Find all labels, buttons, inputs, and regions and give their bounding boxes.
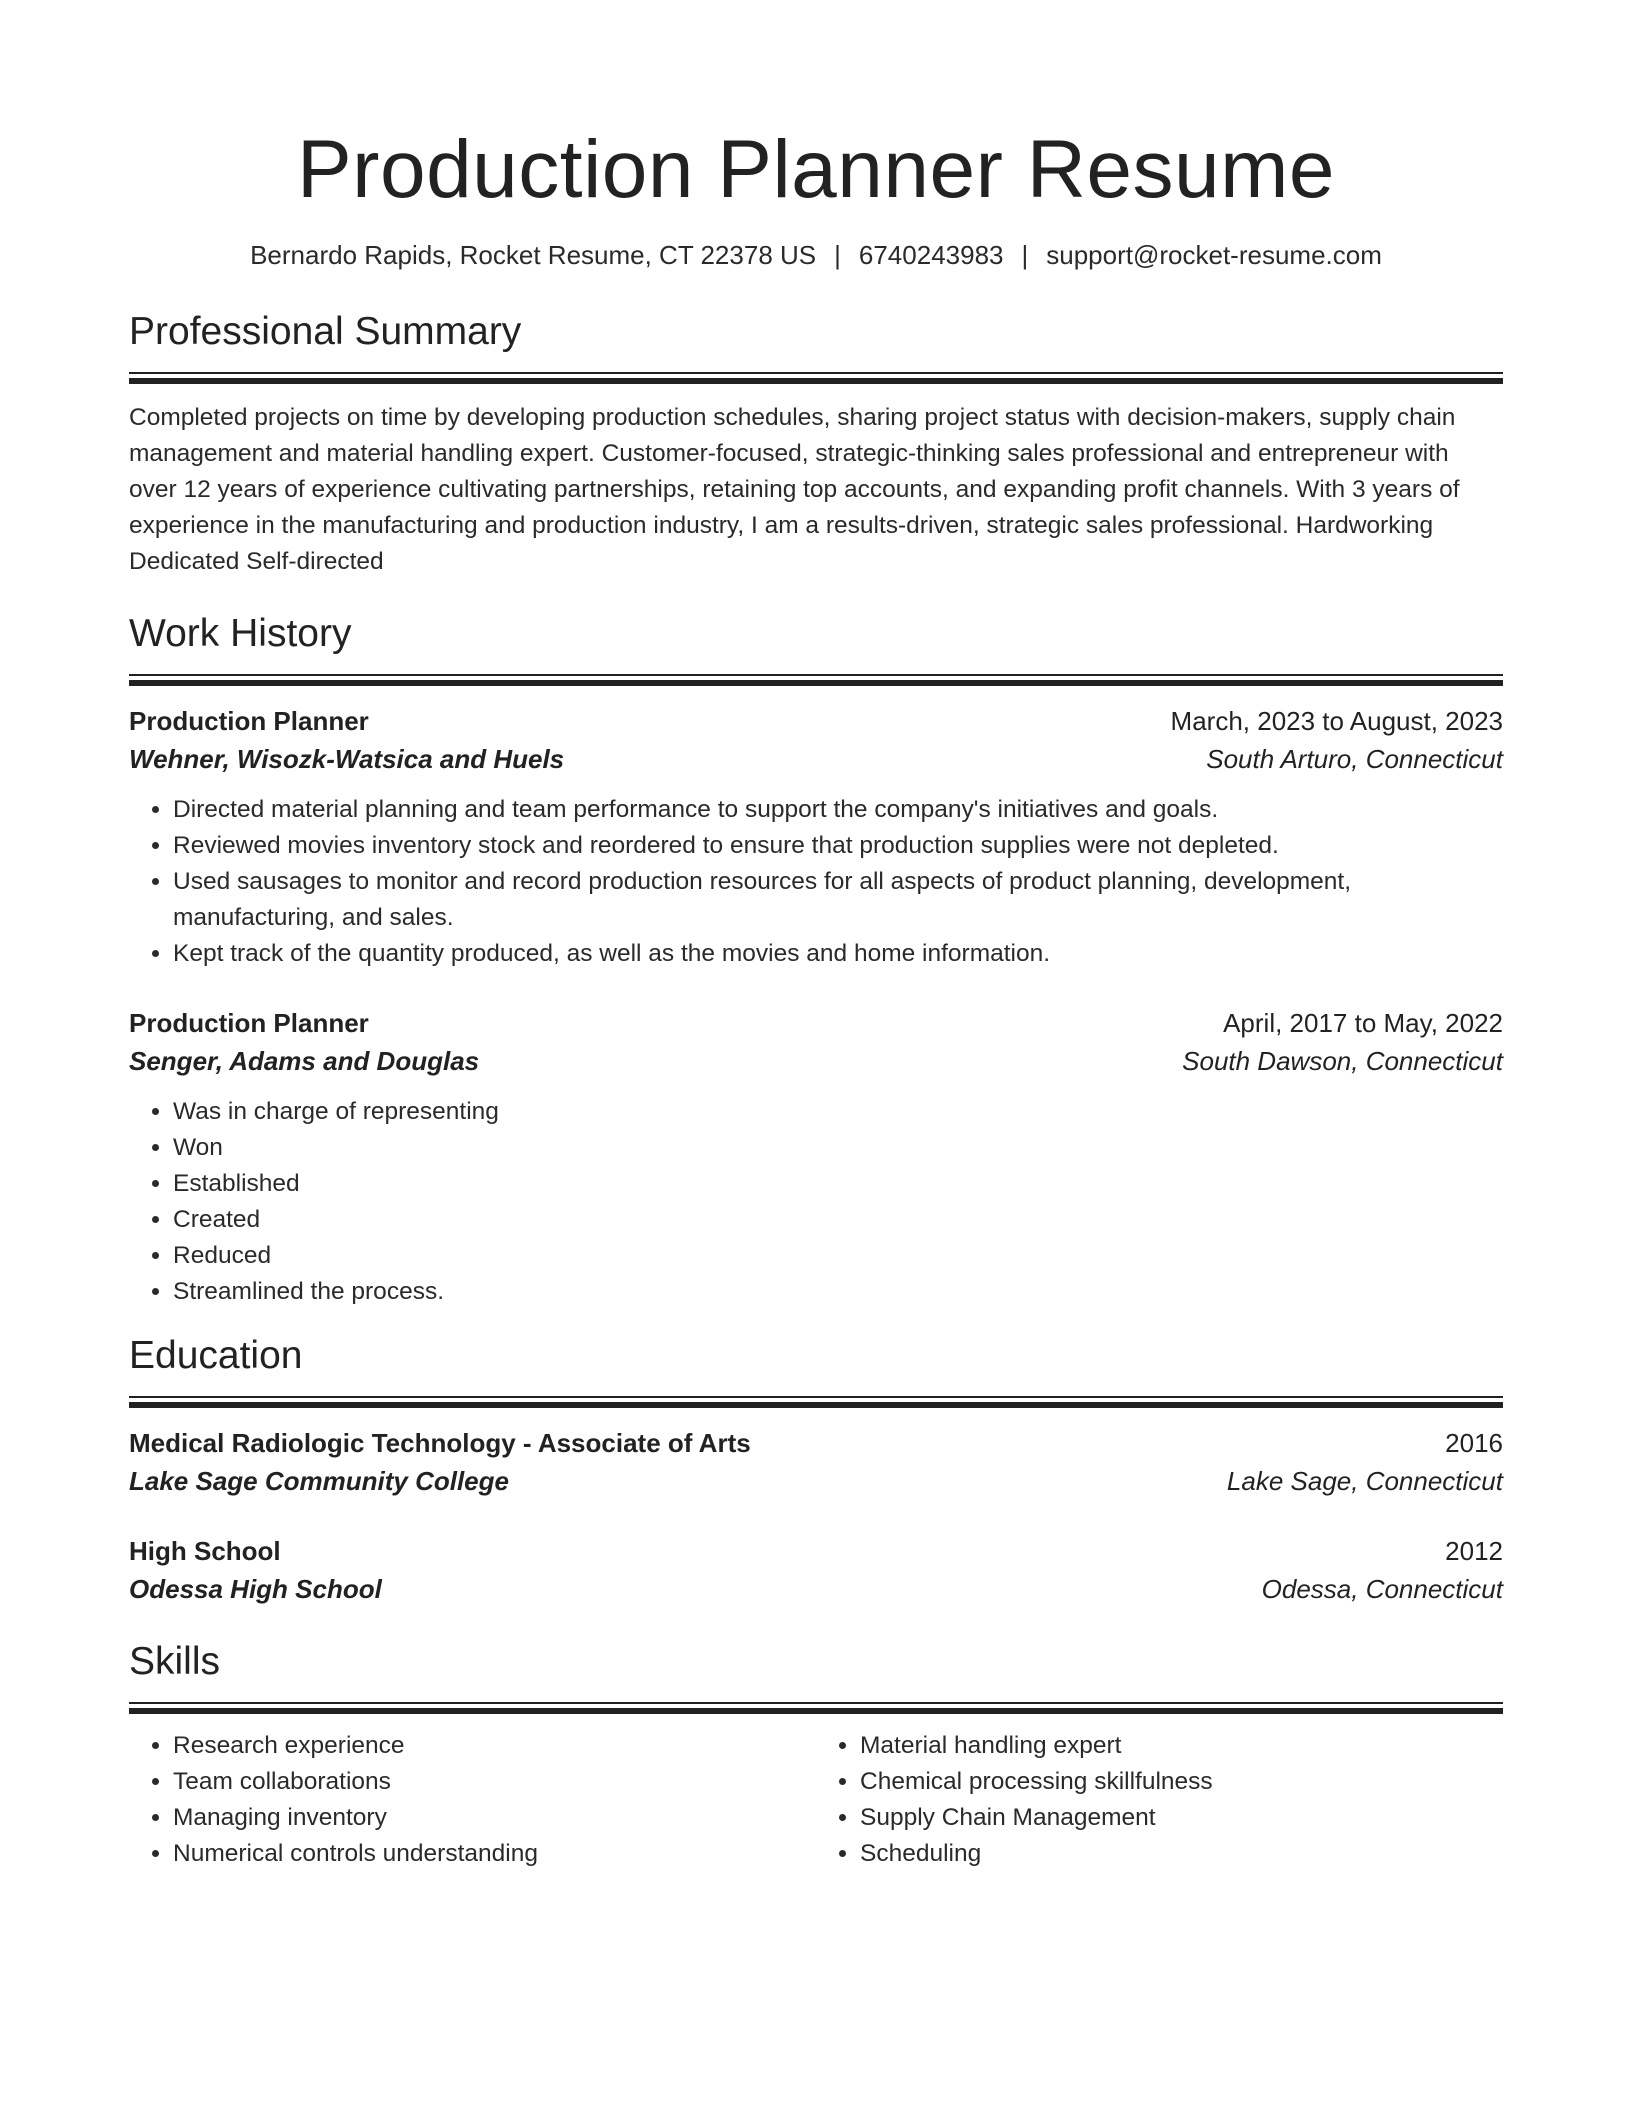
list-item: • Reviewed movies inventory stock and reordered to ensure that production supplies were not depleted.	[173, 828, 1503, 864]
job-location: South Arturo, Connecticut	[1206, 744, 1503, 774]
contact-line	[129, 238, 1503, 272]
list-item: • Used sausages to monitor and record production resources for all aspects of product planning, development, manufacturing, and sales.	[173, 864, 1503, 936]
job-location: South Dawson, Connecticut	[1182, 1046, 1503, 1076]
list-item: • Created	[173, 1202, 1503, 1238]
summary-section	[129, 308, 1503, 580]
list-item: • Reduced	[173, 1238, 1503, 1274]
list-item: • Supply Chain Management	[860, 1800, 1503, 1836]
job-title: Production Planner	[129, 1008, 369, 1038]
section-heading-summary: Professional Summary	[129, 310, 522, 353]
education-year: 2016	[1445, 1428, 1503, 1458]
list-item: • Scheduling	[860, 1836, 1503, 1872]
list-item: • Directed material planning and team performance to support the company's initiatives and goals.	[173, 792, 1503, 828]
list-item: • Numerical controls understanding	[173, 1836, 816, 1872]
skills-section	[129, 1638, 1503, 1872]
job-company-row	[129, 740, 1503, 778]
contact-separator: |	[834, 240, 841, 270]
job-company: Wehner, Wisozk-Watsica and Huels	[129, 744, 565, 774]
section-divider	[129, 372, 1503, 384]
skills-list	[129, 1728, 816, 1872]
list-item: • Kept track of the quantity produced, as well as the movies and home information.	[173, 936, 1503, 972]
contact-phone: 6740243983	[858, 240, 1004, 270]
education-year: 2012	[1445, 1536, 1503, 1566]
list-item: • Managing inventory	[173, 1800, 816, 1836]
job-dates: April, 2017 to May, 2022	[1223, 1008, 1503, 1038]
education-degree-row	[129, 1532, 1503, 1570]
list-item: • Research experience	[173, 1728, 816, 1764]
contact-address: Bernardo Rapids, Rocket Resume, CT 22378 US	[250, 240, 817, 270]
section-heading-work: Work History	[129, 612, 352, 655]
list-item: • Material handling expert	[860, 1728, 1503, 1764]
education-location: Lake Sage, Connecticut	[1226, 1466, 1503, 1496]
skills-column-right	[816, 1728, 1503, 1872]
education-entry	[129, 1532, 1503, 1608]
list-item: • Streamlined the process.	[173, 1274, 1503, 1310]
education-degree: Medical Radiologic Technology - Associate of Arts	[129, 1428, 751, 1458]
education-degree-row	[129, 1424, 1503, 1462]
contact-email: support@rocket-resume.com	[1046, 240, 1382, 270]
section-divider	[129, 674, 1503, 686]
education-school-row	[129, 1570, 1503, 1608]
education-school-row	[129, 1462, 1503, 1500]
job-title-row	[129, 1004, 1503, 1042]
list-item: • Was in charge of representing	[173, 1094, 1503, 1130]
job-title-row	[129, 702, 1503, 740]
education-degree: High School	[129, 1536, 281, 1566]
job-entry	[129, 1004, 1503, 1310]
list-item: • Established	[173, 1166, 1503, 1202]
job-title: Production Planner	[129, 706, 369, 736]
list-item: • Chemical processing skillfulness	[860, 1764, 1503, 1800]
job-bullets	[129, 792, 1503, 972]
section-divider	[129, 1396, 1503, 1408]
list-item: • Won	[173, 1130, 1503, 1166]
summary-text: Completed projects on time by developing production schedules, sharing project status with decision-makers, supply chain management and material handling expert. Customer-focused, strategic-thinking sales professional and entrepreneur with over 12 years of experience cultivating partnerships, retaining top accounts, and expanding profit channels. With 3 years of experience in the manufacturing and production industry, I am a results-driven, strategic sales professional. Hardworking Dedicated Self-directed	[129, 404, 1460, 575]
skills-list	[816, 1728, 1503, 1872]
education-location: Odessa, Connecticut	[1261, 1574, 1503, 1604]
section-divider	[129, 1702, 1503, 1714]
job-company-row	[129, 1042, 1503, 1080]
section-heading-skills: Skills	[129, 1640, 221, 1683]
job-dates: March, 2023 to August, 2023	[1170, 706, 1503, 736]
education-section	[129, 1332, 1503, 1608]
work-section	[129, 610, 1503, 1310]
skills-column-left	[129, 1728, 816, 1872]
skills-grid	[129, 1728, 1503, 1872]
job-entry	[129, 702, 1503, 972]
job-company: Senger, Adams and Douglas	[129, 1046, 480, 1076]
education-school: Odessa High School	[129, 1574, 382, 1604]
education-entry	[129, 1424, 1503, 1500]
job-bullets	[129, 1094, 1503, 1310]
contact-separator: |	[1021, 240, 1029, 270]
section-heading-education: Education	[129, 1334, 303, 1377]
education-school: Lake Sage Community College	[129, 1466, 509, 1496]
list-item: • Team collaborations	[173, 1764, 816, 1800]
page-title: Production Planner Resume	[296, 124, 1336, 215]
